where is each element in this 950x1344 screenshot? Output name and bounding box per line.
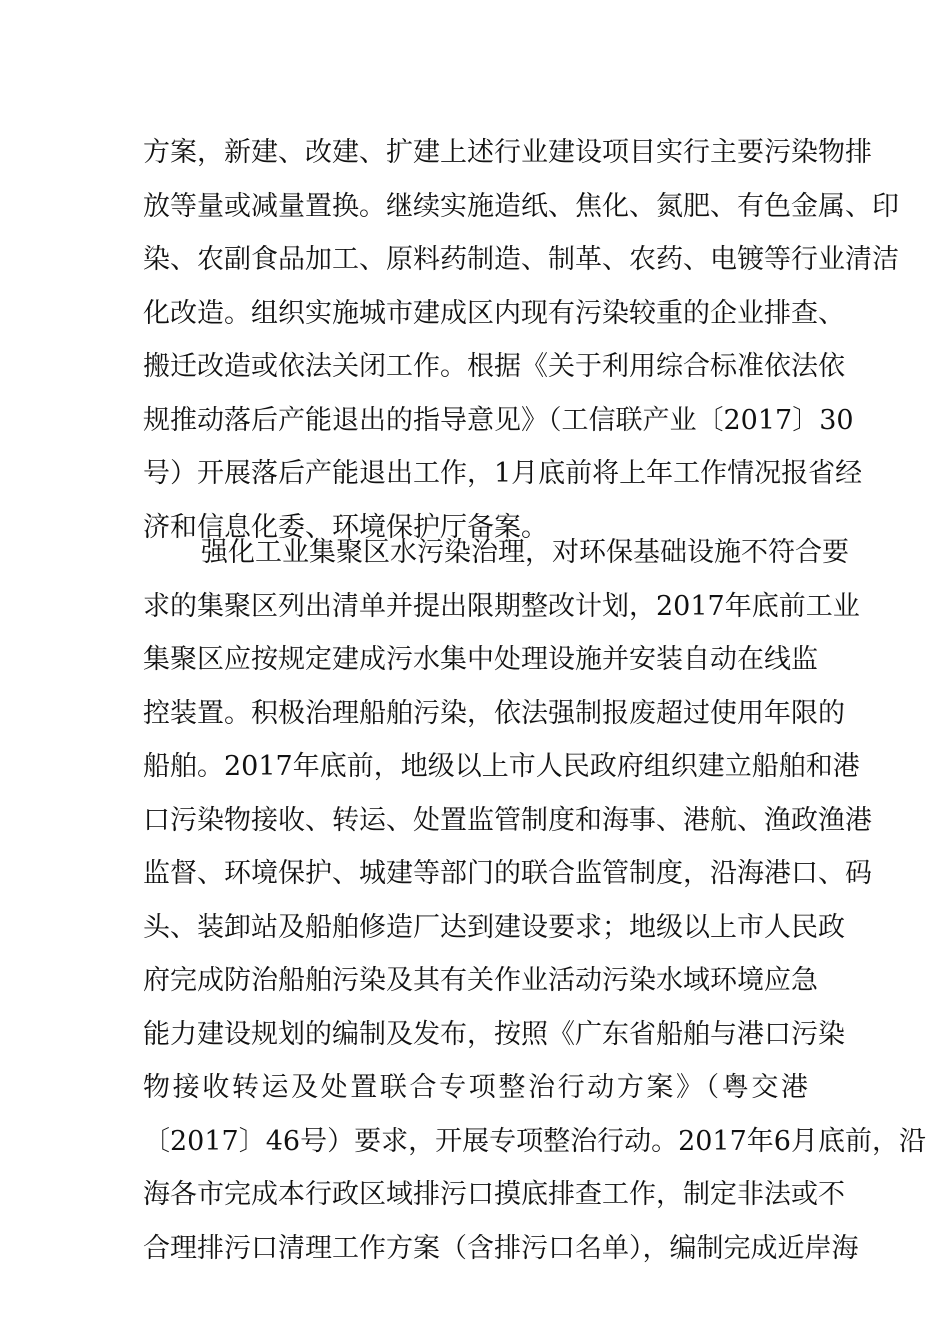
paragraph-line: 号）开展落后产能退出工作，1月底前将上年工作情况报省经 [143, 458, 863, 489]
paragraph-line: 府完成防治船舶污染及其有关作业活动污染水域环境应急 [143, 965, 818, 996]
paragraph-2 [143, 526, 926, 1275]
paragraph-line: 求的集聚区列出清单并提出限期整改计划，2017年底前工业 [143, 590, 860, 622]
paragraph-line: 搬迁改造或依法关闭工作。根据《关于利用综合标准依法依 [143, 351, 845, 382]
paragraph-line: 染、农副食品加工、原料药制造、制革、农药、电镀等行业清洁 [143, 244, 899, 275]
paragraph-line: 济和信息化委、环境保护厅备案。 [143, 511, 548, 543]
paragraph-line: 口污染物接收、转运、处置监管制度和海事、港航、渔政渔港 [143, 804, 872, 836]
paragraph-line: 规推动落后产能退出的指导意见》（工信联产业〔2017〕30 [143, 404, 854, 436]
paragraph-line: 放等量或减量置换。继续实施造纸、焦化、氮肥、有色金属、印 [143, 190, 899, 222]
paragraph-line: 物接收转运及处置联合专项整治行动方案》（粤交港 [143, 1072, 808, 1103]
paragraph-1 [143, 126, 899, 554]
paragraph-line: 集聚区应按规定建成污水集中处理设施并安装自动在线监 [143, 644, 818, 675]
paragraph-line: 〔2017〕46号）要求，开展专项整治行动。2017年6月底前，沿 [143, 1125, 926, 1157]
paragraph-line: 强化工业集聚区水污染治理，对环保基础设施不符合要 [201, 537, 849, 568]
paragraph-line: 控装置。积极治理船舶污染，依法强制报废超过使用年限的 [143, 697, 845, 729]
paragraph-line: 海各市完成本行政区域排污口摸底排查工作，制定非法或不 [143, 1179, 845, 1210]
paragraph-line: 方案，新建、改建、扩建上述行业建设项目实行主要污染物排 [143, 137, 872, 168]
paragraph-line: 监督、环境保护、城建等部门的联合监管制度，沿海港口、码 [143, 858, 872, 889]
paragraph-line: 船舶。2017年底前，地级以上市人民政府组织建立船舶和港 [143, 751, 860, 782]
paragraph-line: 合理排污口清理工作方案（含排污口名单），编制完成近岸海 [143, 1232, 859, 1264]
paragraph-line: 能力建设规划的编制及发布，按照《广东省船舶与港口污染 [143, 1018, 845, 1050]
paragraph-line: 化改造。组织实施城市建成区内现有污染较重的企业排查、 [143, 297, 845, 329]
paragraph-line: 头、装卸站及船舶修造厂达到建设要求；地级以上市人民政 [143, 911, 845, 943]
